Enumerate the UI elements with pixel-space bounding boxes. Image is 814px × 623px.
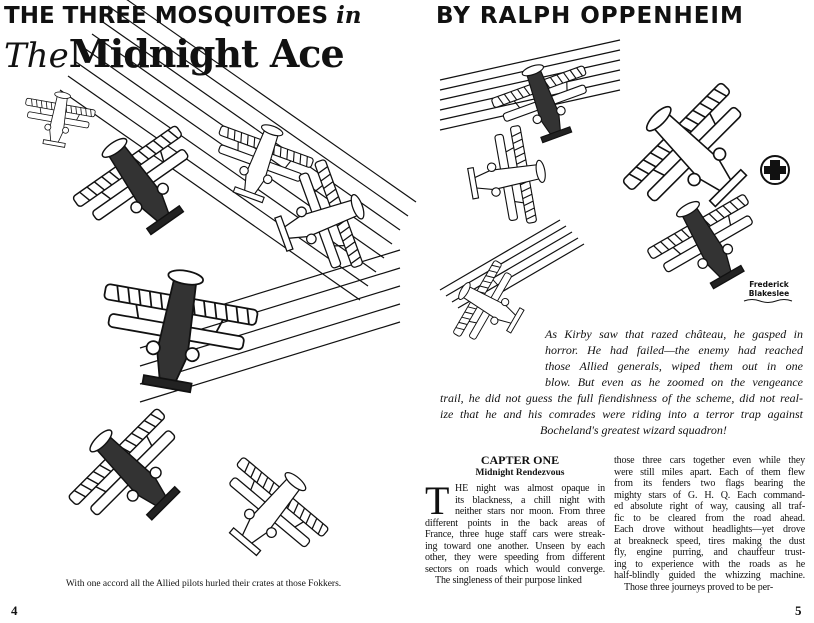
biplane-drawing — [90, 258, 262, 402]
biplane-drawing — [60, 107, 219, 259]
illustrator-signature-text: Frederick Blakeslee — [742, 281, 796, 298]
body-line: at breakneck speed, tires making the dust — [614, 535, 805, 547]
page-number-left: 4 — [11, 603, 18, 618]
body-column-1 — [425, 478, 605, 587]
intro-line: those Allied generals, wiped them out in one — [545, 359, 803, 373]
biplane-drawing — [19, 86, 97, 151]
illustration-caption: With one accord all the Allied pilots hurled their crates at those Fokkers. — [65, 579, 342, 589]
body-line: half-blindly guided the whizzing machine. — [614, 570, 805, 581]
body-line: ing toward one another. Unseen by each — [425, 540, 605, 552]
story-title-main: Midnight Ace — [68, 31, 344, 76]
body-line: different points in the back areas of — [425, 517, 605, 529]
series-title — [4, 2, 362, 30]
body-line: neither stars nor moon. From three — [455, 506, 605, 517]
chapter-subtitle: Midnight Rendezvous — [475, 468, 565, 478]
story-title — [4, 32, 344, 84]
drop-cap: T — [425, 478, 450, 523]
biplane-drawing — [200, 442, 341, 580]
body-line: other, they were speeding from different — [425, 552, 605, 563]
speed-lines — [440, 220, 584, 314]
body-line: those three cars together even while they — [614, 455, 805, 466]
body-line: The singleness of their purpose linked — [435, 575, 582, 586]
series-title-text: THE THREE MOSQUITOES — [4, 3, 329, 29]
signature-underline — [744, 300, 792, 303]
biplane-drawing — [440, 253, 538, 358]
body-line: sectors on roads which would converge. — [425, 563, 605, 575]
body-line: fic to be cleared from the road ahead. — [614, 512, 805, 524]
body-line: from its fenders two flags bearing the — [614, 478, 805, 489]
page-number-right: 5 — [795, 603, 802, 618]
body-line: ing to experience with the roads as he — [614, 558, 805, 570]
story-title-the: The — [4, 36, 69, 76]
body-line: HE night was almost opaque in — [455, 483, 605, 494]
chapter-title: CAPTER ONE — [480, 453, 560, 467]
body-line: fly, engine purring, and chauffeur trust- — [614, 547, 805, 558]
body-line: Each drove without headlights—yet drove — [614, 524, 805, 535]
intro-line: blow. But even as he zoomed on the vengeance — [545, 375, 803, 389]
biplane-drawing — [53, 393, 211, 551]
body-line: mighty stars of G. H. Q. Each command- — [614, 489, 805, 501]
body-line: France, three huge staff cars were streak- — [425, 529, 605, 540]
body-line: were still miles apart. Each of them flew — [614, 466, 805, 478]
body-line: Those three journeys proved to be per- — [624, 581, 774, 593]
intro-line: As Kirby saw that razed château, he gasped in — [545, 327, 803, 341]
biplane-drawing — [462, 122, 553, 232]
intro-line: trail, he did not guess the full fiendishness of the scheme, did not real- — [440, 391, 803, 405]
byline: BY RALPH OPPENHEIM — [436, 3, 744, 29]
body-line: its blackness, a chill night with — [455, 494, 605, 506]
body-column-2 — [614, 455, 805, 593]
intro-line: horror. He had failed—the enemy had reached — [545, 343, 803, 357]
intro-line: Bocheland's greatest wizard squadron! — [540, 423, 727, 437]
series-title-in: in — [336, 2, 362, 29]
intro-line: ize that he and his comrades were riding into a terror trap against — [440, 407, 803, 421]
body-line: ed absolute right of way, causing all traf- — [614, 501, 805, 512]
